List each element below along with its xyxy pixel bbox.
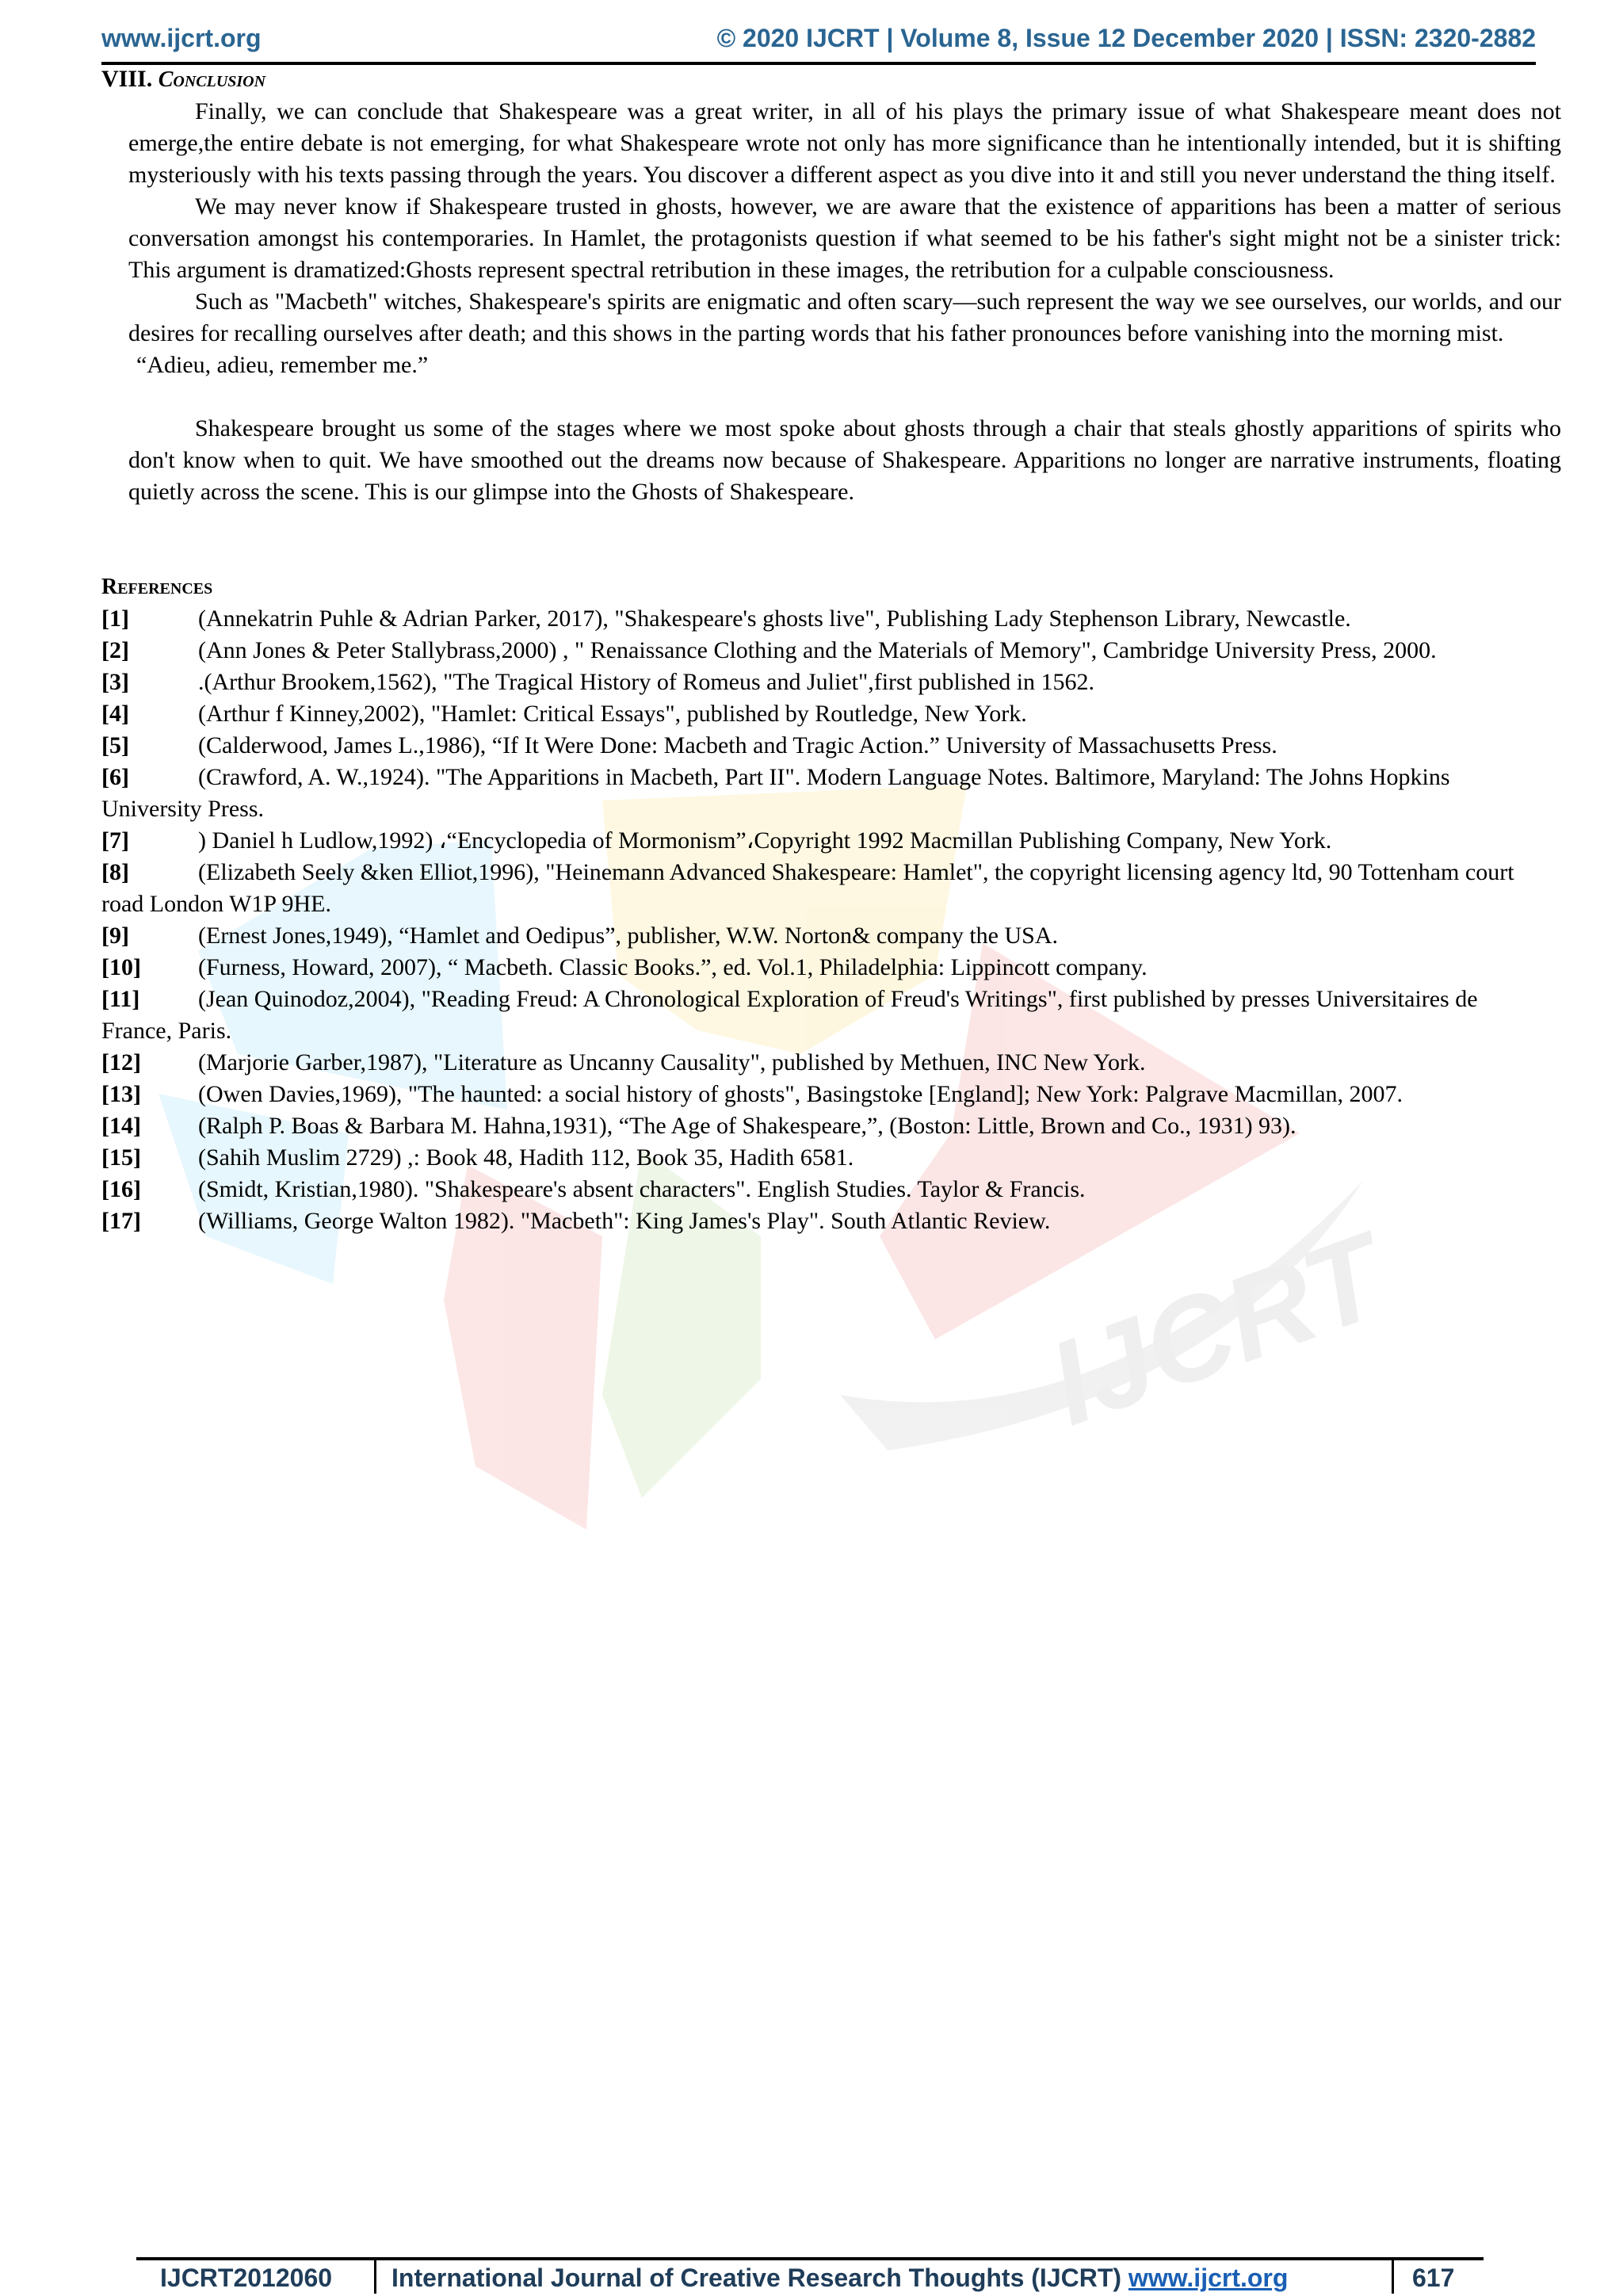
references-heading: References bbox=[101, 575, 213, 599]
reference-number: [10] bbox=[101, 954, 141, 980]
reference-item bbox=[101, 730, 1536, 762]
reference-text: (Jean Quinodoz,2004), "Reading Freud: A Chronological Exploration of Freud's Writings", first published by presses Universitaires de France, Paris. bbox=[101, 986, 1478, 1044]
reference-text: (Furness, Howard, 2007), “ Macbeth. Classic Books.”, ed. Vol.1, Philadelphia: Lippincott company. bbox=[198, 954, 1148, 980]
reference-item bbox=[101, 667, 1536, 698]
reference-text: (Ralph P. Boas & Barbara M. Hahna,1931), “The Age of Shakespeare,”, (Boston: Little, Brown and Co., 1931) 93). bbox=[198, 1113, 1296, 1139]
reference-number: [3] bbox=[101, 669, 129, 695]
reference-item bbox=[101, 984, 1536, 1047]
reference-number: [12] bbox=[101, 1049, 141, 1075]
reference-text: (Owen Davies,1969), "The haunted: a social history of ghosts", Basingstoke [England]; New York: Palgrave Macmillan, 2007. bbox=[198, 1081, 1403, 1107]
watermark-text: IJCRT bbox=[1033, 1208, 1400, 1451]
reference-text: (Elizabeth Seely &ken Elliot,1996), "Heinemann Advanced Shakespeare: Hamlet", the copyright licensing agency ltd, 90 Tottenham court road London W1P 9HE. bbox=[101, 859, 1514, 917]
reference-text: (Sahih Muslim 2729) ,: Book 48, Hadith 112, Book 35, Hadith 6581. bbox=[198, 1144, 854, 1171]
page-header bbox=[101, 24, 1536, 65]
reference-number: [15] bbox=[101, 1144, 141, 1171]
reference-number: [9] bbox=[101, 923, 129, 949]
reference-text: (Ernest Jones,1949), “Hamlet and Oedipus”, publisher, W.W. Norton& company the USA. bbox=[198, 923, 1059, 949]
footer-journal-name: International Journal of Creative Research Thoughts (IJCRT) bbox=[391, 2264, 1122, 2292]
section-title: Conclusion bbox=[158, 67, 266, 92]
reference-item bbox=[101, 698, 1536, 730]
conclusion-quote: “Adieu, adieu, remember me.” bbox=[136, 352, 429, 378]
reference-number: [1] bbox=[101, 606, 129, 632]
reference-text: (Smidt, Kristian,1980). "Shakespeare's absent characters". English Studies. Taylor & Francis. bbox=[198, 1176, 1086, 1202]
conclusion-paragraph-3: Such as "Macbeth" witches, Shakespeare's spirits are enigmatic and often scary—such represent the way we see ourselves, our worlds, and our desires for recalling ourselves after death; and this shows in the parting words that his father pronounces before vanishing into the morning mist. bbox=[128, 288, 1561, 346]
footer-journal-link[interactable]: www.ijcrt.org bbox=[1128, 2264, 1289, 2292]
reference-item bbox=[101, 920, 1536, 952]
page-content bbox=[101, 63, 1561, 1237]
reference-item bbox=[101, 1142, 1536, 1174]
reference-item bbox=[101, 857, 1536, 920]
reference-text: .(Arthur Brookem,1562), "The Tragical History of Romeus and Juliet",first published in 1562. bbox=[198, 669, 1095, 695]
references-list bbox=[101, 603, 1536, 1237]
footer-divider bbox=[1392, 2260, 1394, 2294]
reference-number: [14] bbox=[101, 1113, 141, 1139]
reference-item bbox=[101, 1047, 1536, 1079]
reference-item bbox=[101, 1174, 1536, 1205]
reference-number: [11] bbox=[101, 986, 140, 1012]
footer-journal bbox=[391, 2264, 1288, 2293]
reference-number: [6] bbox=[101, 764, 129, 790]
reference-text: (Calderwood, James L.,1986), “If It Were Done: Macbeth and Tragic Action.” University of Massachusetts Press. bbox=[198, 732, 1277, 758]
section-number: VIII. bbox=[101, 66, 153, 92]
reference-item bbox=[101, 635, 1536, 667]
footer-article-id: IJCRT2012060 bbox=[160, 2264, 333, 2292]
reference-text: (Arthur f Kinney,2002), "Hamlet: Critical Essays", published by Routledge, New York. bbox=[198, 701, 1027, 727]
reference-item bbox=[101, 1205, 1536, 1237]
reference-text: (Crawford, A. W.,1924). "The Apparitions in Macbeth, Part II". Modern Language Notes. Baltimore, Maryland: The Johns Hopkins University Press. bbox=[101, 764, 1450, 822]
header-issue-info: © 2020 IJCRT | Volume 8, Issue 12 December 2020 | ISSN: 2320-2882 bbox=[716, 24, 1536, 52]
reference-number: [16] bbox=[101, 1176, 141, 1202]
reference-item bbox=[101, 825, 1536, 857]
reference-text: ) Daniel h Ludlow,1992) ،“Encyclopedia of Mormonism”،Copyright 1992 Macmillan Publishing Company, New York. bbox=[198, 827, 1332, 854]
paragraph-spacer bbox=[128, 381, 1561, 413]
conclusion-body bbox=[128, 96, 1561, 508]
conclusion-paragraph-1: Finally, we can conclude that Shakespeare was a great writer, in all of his plays the primary issue of what Shakespeare meant does not emerge,the entire debate is not emerging, for what Shakespeare wrote not only has more significance than he intentionally intended, but it is shifting mysteriously with his texts passing through the years. You discover a different aspect as you dive into it and still you never understand the thing itself. bbox=[128, 98, 1561, 188]
reference-item bbox=[101, 1079, 1536, 1110]
page-footer bbox=[136, 2257, 1484, 2295]
reference-item bbox=[101, 603, 1536, 635]
reference-text: (Marjorie Garber,1987), "Literature as Uncanny Causality", published by Methuen, INC New York. bbox=[198, 1049, 1146, 1075]
reference-number: [17] bbox=[101, 1208, 141, 1234]
reference-item bbox=[101, 762, 1536, 825]
header-site: www.ijcrt.org bbox=[101, 24, 262, 52]
footer-page-number: 617 bbox=[1412, 2264, 1455, 2292]
footer-divider bbox=[374, 2260, 376, 2294]
conclusion-paragraph-2: We may never know if Shakespeare trusted in ghosts, however, we are aware that the existence of apparitions has been a matter of serious conversation amongst his contemporaries. In Hamlet, the protagonists question if what seemed to be his father's sight might not be a sinister trick: This argument is dramatized:Ghosts represent spectral retribution in these images, the retribution for a culpable consciousness. bbox=[128, 193, 1561, 283]
conclusion-heading bbox=[101, 63, 1536, 96]
reference-number: [8] bbox=[101, 859, 129, 885]
conclusion-final-paragraph: Shakespeare brought us some of the stages where we most spoke about ghosts through a chair that steals ghostly apparitions of spirits who don't know when to quit. We have smoothed out the dreams now because of Shakespeare. Apparitions no longer are narrative instruments, floating quietly across the scene. This is our glimpse into the Ghosts of Shakespeare. bbox=[128, 415, 1561, 505]
reference-item bbox=[101, 1110, 1536, 1142]
reference-number: [5] bbox=[101, 732, 129, 758]
reference-text: (Williams, George Walton 1982). "Macbeth": King James's Play". South Atlantic Review. bbox=[198, 1208, 1051, 1234]
reference-text: (Ann Jones & Peter Stallybrass,2000) , " Renaissance Clothing and the Materials of Memory", Cambridge University Press, 2000. bbox=[198, 637, 1437, 663]
reference-item bbox=[101, 952, 1536, 984]
reference-text: (Annekatrin Puhle & Adrian Parker, 2017), "Shakespeare's ghosts live", Publishing Lady Stephenson Library, Newcastle. bbox=[198, 606, 1351, 632]
reference-number: [2] bbox=[101, 637, 129, 663]
reference-number: [13] bbox=[101, 1081, 141, 1107]
reference-number: [4] bbox=[101, 701, 129, 727]
reference-number: [7] bbox=[101, 827, 129, 854]
